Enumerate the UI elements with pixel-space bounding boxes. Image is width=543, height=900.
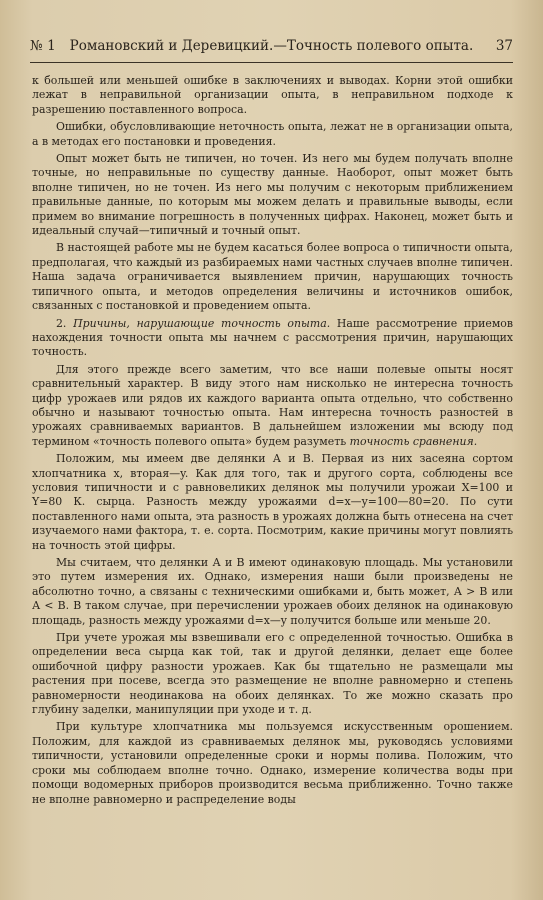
paragraph: Ошибки, обусловливающие неточность опыта, лежат не в организации опыта, а в методах его постановки и проведения.: [32, 120, 513, 148]
paragraph: [32, 363, 513, 449]
header-rule: [30, 62, 513, 63]
running-header: [30, 38, 513, 54]
issue-number: № 1: [30, 38, 56, 54]
running-title: Романовский и Деревицкий.—Точность полевого опыта.: [69, 38, 474, 54]
section-text: Наше рассмотрение приемов нахождения точности опыта мы начнем с рассмотрения причин, нарушающих точность.: [32, 316, 513, 359]
paragraph: к большей или меньшей ошибке в заключениях и выводах. Корни этой ошибки лежат в неправильной организации опыта, в неправильном подходе к разрешению поставленного вопроса.: [32, 74, 513, 116]
section-title: Причины, нарушающие точность опыта.: [73, 316, 331, 330]
paragraph-text: Для этого прежде всего заметим, что все наши полевые опыты носят сравнительный характер. В виду этого нам нисколько не интересна точность цифр урожаев или рядов их каждого варианта опыта отдельно, что собственно обычно и называют точностью опыта. Нам интересна точность разностей в урожаях сравниваемых вариантов. В дальнейшем изложении мы всюду под термином «точность полевого опыта» будем разуметь: [32, 362, 513, 448]
paragraph: Положим, мы имеем две делянки А и В. Первая из них засеяна сортом хлопчатника x, вторая—y. Как для того, так и другого сорта, соблюдены все условия типичности и с равновеликих делянок мы получили урожаи X=100 и Y=80 К. сырца. Разность между урожаями d=x—y=100—80=20. По сути поставленного нами опыта, эта разность в урожаях должна быть отнесена на счет изучаемого нами фактора, т. е. сорта. Посмотрим, какие причины могут повлиять на точность этой цифры.: [32, 452, 513, 552]
paragraph: При культуре хлопчатника мы пользуемся искусственным орошением. Положим, для каждой из сравниваемых делянок мы, руководясь условиями типичности, установили определенные сроки и нормы полива. Положим, что сроки мы соблюдаем вполне точно. Однако, измерение количества воды при помощи водомерных приборов производится весьма приближенно. Точно также не вполне равномерно и распределение воды: [32, 720, 513, 806]
page-number: 37: [495, 38, 513, 54]
section-number: 2.: [56, 316, 67, 330]
section-paragraph: [32, 317, 513, 360]
paragraph: Мы считаем, что делянки А и В имеют одинаковую площадь. Мы установили это путем измерения их. Однако, измерения наши были произведены не абсолютно точно, а связаны с техническими ошибками и, быть может, А > В или А < В. В таком случае, при перечислении урожаев обоих делянок на одинаковую площадь, разность между урожаями d=x—y получится больше или меньше 20.: [32, 556, 513, 627]
article-body: [32, 74, 513, 810]
paragraph: Опыт может быть не типичен, но точен. Из него мы будем получать вполне точные, но неправильные по существу данные. Наоборот, опыт может быть вполне типичен, но не точен. Из него мы получим с некоторым приближением правильные данные, по которым мы можем делать и правильные выводы, если примем во внимание погрешность в полученных цифрах. Наконец, может быть и идеальный случай—типичный и точный опыт.: [32, 152, 513, 238]
paragraph: При учете урожая мы взвешивали его с определенной точностью. Ошибка в определении веса сырца как той, так и другой делянки, делает еще более ошибочной цифру разности урожаев. Как бы тщательно не размещали мы растения при посеве, всегда это размещение не вполне равномерно и степень равномерности неодинакова на обоих делянках. То же можно сказать про глубину заделки, манипуляции при уходе и т. д.: [32, 631, 513, 717]
term-italic: точность сравнения.: [349, 434, 478, 448]
paragraph: В настоящей работе мы не будем касаться более вопроса о типичности опыта, предполагая, что каждый из разбираемых нами частных случаев вполне типичен. Наша задача ограничивается выявлением причин, нарушающих точность типичного опыта, и методов определения величины и источников ошибок, связанных с постановкой и проведением опыта.: [32, 241, 513, 313]
